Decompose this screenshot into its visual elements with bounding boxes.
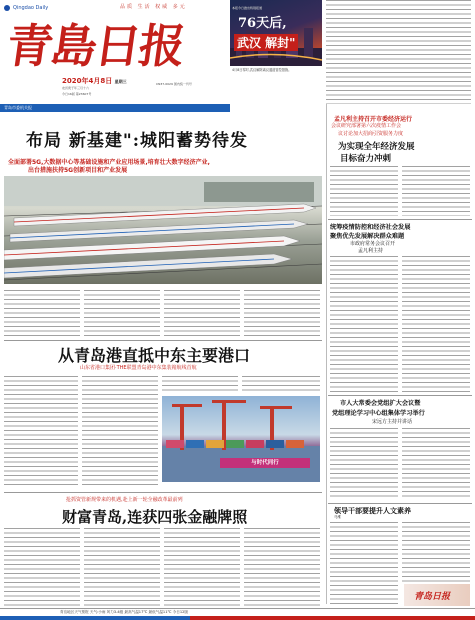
bottom-body-col-1 bbox=[4, 528, 80, 606]
divider bbox=[328, 219, 472, 220]
lead-body-col-3 bbox=[164, 290, 240, 338]
second-headline[interactable]: 从青岛港直抵中东主要港口 bbox=[58, 346, 251, 365]
second-subhead: 山东省港口集团·THE联盟青岛港中东集装箱航线首航 bbox=[80, 365, 197, 371]
lead-headline[interactable]: 布局 新基建":城阳蓄势待发 bbox=[26, 131, 249, 151]
divider bbox=[328, 503, 472, 504]
corner-logo-text: 青岛日报 bbox=[414, 592, 451, 602]
bottom-body-col-3 bbox=[164, 528, 240, 606]
logo-dot-icon bbox=[4, 5, 10, 11]
lead-body-col-4 bbox=[244, 290, 320, 338]
right-story-1-kicker-2: 会议研究部署第六次疫情工作会 bbox=[331, 123, 402, 129]
right-story-1-headline-2[interactable]: 目标奋力冲刺 bbox=[340, 154, 392, 164]
footer-stripe bbox=[0, 616, 475, 620]
brand-mini-text: Qingdao Daily bbox=[13, 5, 49, 11]
right-story-2-sub-1: 市政府常务会议召开 bbox=[350, 241, 396, 247]
right-column-rule bbox=[326, 104, 327, 604]
promo-kicker: 本报今日推出特别报道 bbox=[232, 6, 263, 10]
right-story-3-headline-1[interactable]: 市人大常委会党组扩大会议暨 bbox=[340, 400, 421, 407]
lunar-date: 农历庚子年三月十六 bbox=[62, 86, 90, 90]
right-story-1-body-a bbox=[330, 166, 398, 216]
lead-body-col-1 bbox=[4, 290, 80, 338]
promo-caption: 4月8日零时,武汉解除离汉通道管控措施。 bbox=[232, 68, 292, 72]
divider bbox=[4, 340, 322, 341]
right-story-4-headline[interactable]: 领导干部要提升人文素养 bbox=[334, 507, 411, 515]
divider bbox=[328, 395, 472, 396]
right-story-4-byline: 马维 bbox=[334, 515, 341, 519]
issue-date: 2020年4月8日 星期三 bbox=[62, 77, 127, 85]
right-story-2-body-b bbox=[402, 256, 470, 392]
right-story-1-kicker-3: 议讨论加大招商引资服务力度 bbox=[338, 131, 404, 137]
lead-subhead-1: 全面部署5G,大数据中心等基础设施和产业应用场景,培育壮大数字经济产业, bbox=[8, 159, 210, 166]
port-banner: 与时代同行 bbox=[220, 458, 310, 468]
bottom-body-col-4 bbox=[244, 528, 320, 606]
right-story-2-body-a bbox=[330, 256, 398, 392]
publication-code: CN37-0029 国内统一刊号 bbox=[156, 82, 192, 86]
second-body-col-1 bbox=[4, 376, 78, 488]
masthead-tab-label: 青岛市委机关报 bbox=[4, 105, 32, 110]
masthead-tab-bar bbox=[0, 104, 230, 112]
train-yard-illustration bbox=[4, 176, 322, 284]
right-story-1-body-b bbox=[402, 166, 470, 216]
right-story-3-sub: 宋远方主持并讲话 bbox=[372, 419, 413, 425]
right-story-4-body-b bbox=[402, 522, 470, 582]
bottom-headline[interactable]: 财富青岛,连获四张金融牌照 bbox=[62, 508, 248, 526]
right-story-4-body-a bbox=[330, 522, 398, 604]
second-body-col-2 bbox=[82, 376, 158, 488]
newspaper-title: 青島日报 bbox=[3, 19, 187, 73]
divider bbox=[4, 492, 322, 493]
high-speed-train-photo[interactable] bbox=[4, 176, 322, 284]
right-story-3-headline-2[interactable]: 党组理论学习中心组集体学习举行 bbox=[332, 410, 425, 417]
bottom-kicker: 抢抓资管新规带来的机遇,赴上新一轮全融改革最前列 bbox=[66, 497, 183, 503]
port-container-ship-photo[interactable] bbox=[162, 396, 320, 482]
promo-title-line2: 武汉 解封" bbox=[234, 34, 298, 51]
promo-title-line1: 76天后, bbox=[238, 16, 287, 31]
masthead-slogan: 品质 生活 权威 多元 bbox=[120, 4, 187, 10]
right-story-1-kicker-1: 孟凡利主持召开市委经济运行 bbox=[334, 116, 413, 123]
lead-body-col-2 bbox=[84, 290, 160, 338]
right-story-3-body-b bbox=[402, 428, 470, 500]
footer-weather-text: 青岛地区天气预报 天气:小雨 风力3-4级 最高气温17℃ 最低气温11℃ 今日12版 bbox=[60, 610, 189, 614]
right-story-2-headline-2[interactable]: 聚焦优先发展解决群众难题 bbox=[330, 233, 405, 240]
right-story-1-headline-1[interactable]: 为实现全年经济发展 bbox=[338, 142, 415, 152]
second-body-col-3 bbox=[162, 376, 238, 394]
right-story-2-sub-2: 孟凡利主持 bbox=[358, 248, 384, 254]
right-story-3-body-a bbox=[330, 428, 398, 500]
top-right-text-column bbox=[326, 0, 471, 104]
issue-number: 今日16版 第23607号 bbox=[62, 92, 92, 96]
right-story-2-headline-1[interactable]: 统筹疫情防控和经济社会发展 bbox=[330, 224, 411, 231]
port-cranes-illustration bbox=[162, 396, 320, 482]
second-body-col-4 bbox=[242, 376, 320, 394]
bottom-body-col-2 bbox=[84, 528, 160, 606]
lead-subhead-2: 出台措施扶持5G创新项目和产业发展 bbox=[28, 167, 128, 174]
